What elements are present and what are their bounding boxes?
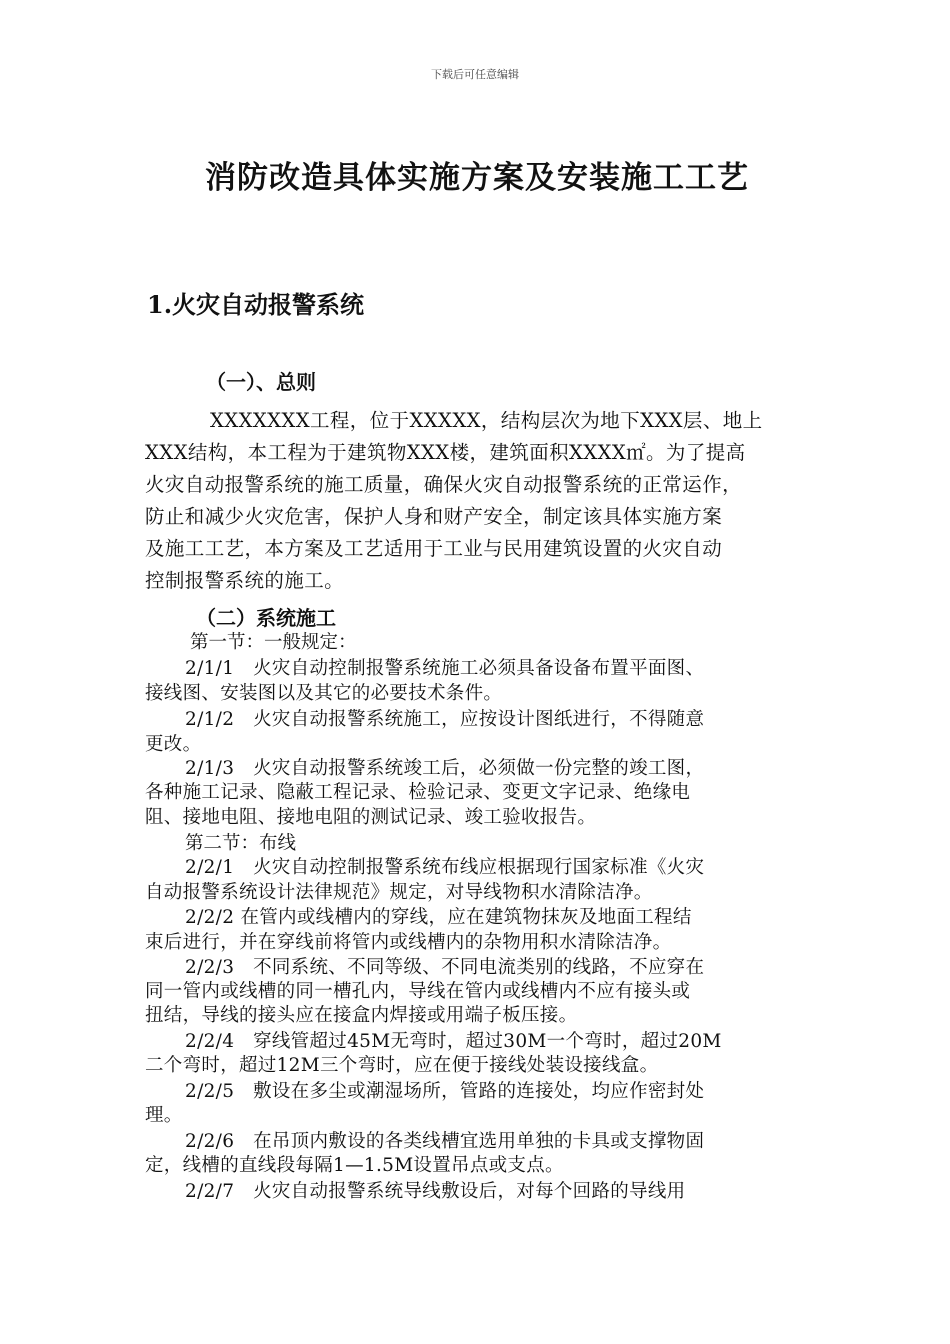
clause-line: 同一管内或线槽的同一槽孔内，导线在管内或线槽内不应有接头或 bbox=[145, 981, 691, 1002]
paragraph-line: 火灾自动报警系统的施工质量，确保火灾自动报警系统的正常运作， bbox=[145, 473, 743, 496]
clause-line: 束后进行，并在穿线前将管内或线槽内的杂物用积水清除洁净。 bbox=[145, 932, 672, 953]
section-label: 第一节：一般规定： bbox=[190, 632, 357, 653]
clause-line: 2/2/2 在管内或线槽内的穿线，应在建筑物抹灰及地面工程结 bbox=[185, 907, 692, 928]
paragraph-line: XXXXXXX工程，位于XXXXX，结构层次为地下XXX层、地上 bbox=[210, 409, 763, 432]
clause-line: 更改。 bbox=[145, 734, 202, 755]
subsection-heading-construction: （二）系统施工 bbox=[196, 606, 336, 630]
paragraph-line: 防止和减少火灾危害，保护人身和财产安全，制定该具体实施方案 bbox=[145, 505, 723, 528]
clause-line: 二个弯时，超过12M三个弯时，应在便于接线处装设接线盒。 bbox=[145, 1055, 659, 1076]
clause-line: 自动报警系统设计法律规范》规定，对导线物积水清除洁净。 bbox=[145, 882, 653, 903]
clause-line: 接线图、安装图以及其它的必要技术条件。 bbox=[145, 683, 503, 704]
clause-line: 2/1/2 火灾自动报警系统施工，应按设计图纸进行，不得随意 bbox=[185, 709, 705, 730]
clause-line: 2/2/1 火灾自动控制报警系统布线应根据现行国家标准《火灾 bbox=[185, 857, 705, 878]
header-note: 下载后可任意编辑 bbox=[431, 68, 519, 81]
section-label: 第二节：布线 bbox=[185, 833, 297, 854]
section-heading-1: 1.火灾自动报警系统 bbox=[147, 290, 365, 319]
clause-line: 定，线槽的直线段每隔1—1.5M设置吊点或支点。 bbox=[145, 1155, 564, 1176]
clause-line: 2/1/3 火灾自动报警系统竣工后，必须做一份完整的竣工图， bbox=[185, 758, 705, 779]
clause-line: 理。 bbox=[145, 1105, 183, 1126]
paragraph-line: XXX结构，本工程为于建筑物XXX楼，建筑面积XXXX㎡。为了提高 bbox=[145, 441, 746, 464]
clause-line: 各种施工记录、隐蔽工程记录、检验记录、变更文字记录、绝缘电 bbox=[145, 782, 691, 803]
clause-line: 2/2/3 不同系统、不同等级、不同电流类别的线路，不应穿在 bbox=[185, 957, 705, 978]
paragraph-line: 控制报警系统的施工。 bbox=[145, 569, 345, 592]
clause-line: 阻、接地电阻、接地电阻的测试记录、竣工验收报告。 bbox=[145, 807, 597, 828]
paragraph-line: 及施工工艺，本方案及工艺适用于工业与民用建筑设置的火灾自动 bbox=[145, 537, 723, 560]
clause-line: 2/2/6 在吊顶内敷设的各类线槽宜选用单独的卡具或支撑物固 bbox=[185, 1131, 705, 1152]
subsection-heading-general: （一）、总则 bbox=[206, 370, 316, 394]
clause-line: 扭结，导线的接头应在接盒内焊接或用端子板压接。 bbox=[145, 1005, 578, 1026]
clause-line: 2/1/1 火灾自动控制报警系统施工必须具备设备布置平面图、 bbox=[185, 658, 705, 679]
clause-line: 2/2/4 穿线管超过45M无弯时，超过30M一个弯时，超过20M bbox=[185, 1031, 722, 1052]
document-title: 消防改造具体实施方案及安装施工工艺 bbox=[205, 160, 749, 196]
clause-line: 2/2/5 敷设在多尘或潮湿场所，管路的连接处，均应作密封处 bbox=[185, 1081, 705, 1102]
clause-line: 2/2/7 火灾自动报警系统导线敷设后，对每个回路的导线用 bbox=[185, 1181, 686, 1202]
